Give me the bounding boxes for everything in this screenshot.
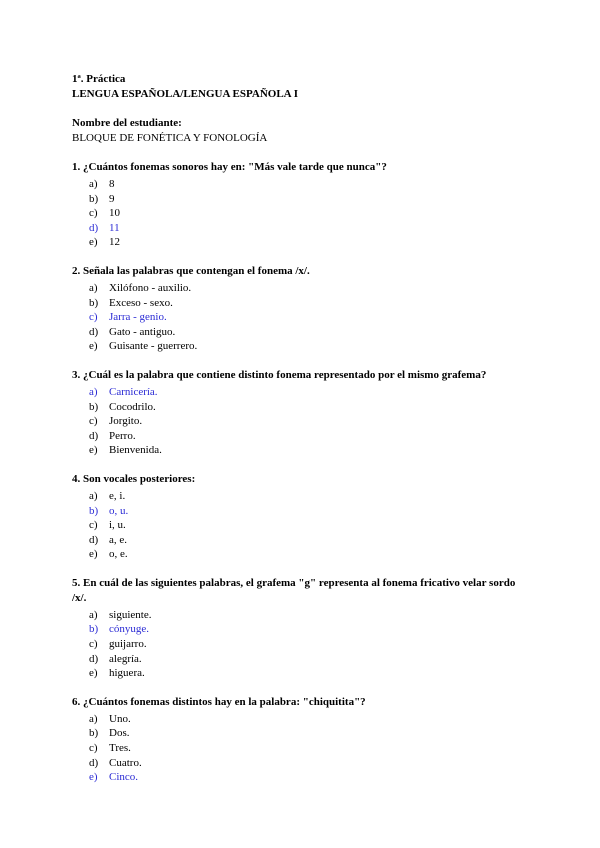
option — [72, 443, 532, 458]
option — [72, 325, 532, 340]
option — [72, 235, 532, 250]
option — [72, 400, 532, 415]
option-text: alegría. — [109, 652, 142, 665]
question-text: 3. ¿Cuál es la palabra que contiene distinto fonema representado por el mismo grafema? — [72, 368, 487, 381]
option-letter: e) — [89, 667, 98, 680]
question-block — [72, 472, 532, 562]
option-text: siguiente. — [109, 608, 152, 621]
option-text: Tres. — [109, 742, 131, 755]
block-title: BLOQUE DE FONÉTICA Y FONOLOGÍA — [72, 132, 268, 144]
options-list — [72, 385, 532, 458]
option-letter: e) — [89, 340, 98, 353]
option-letter: d) — [89, 652, 99, 665]
option-text: Xilófono - auxilio. — [109, 281, 192, 294]
option-correct — [72, 385, 532, 400]
option-letter: b) — [89, 623, 99, 636]
option-text: Carnicería. — [109, 385, 158, 398]
option-letter: c) — [89, 519, 98, 532]
option — [72, 489, 532, 504]
document-content — [72, 72, 532, 785]
option — [72, 726, 532, 741]
option-letter: a) — [89, 281, 98, 294]
option-letter: d) — [89, 221, 99, 234]
question-text: 2. Señala las palabras que contengan el fonema /x/. — [72, 264, 310, 277]
option-correct — [72, 622, 532, 637]
student-name-label: Nombre del estudiante: — [72, 117, 182, 129]
option — [72, 281, 532, 296]
option — [72, 741, 532, 756]
option-text: Cinco. — [109, 771, 139, 784]
option — [72, 177, 532, 192]
option — [72, 547, 532, 562]
option-text: Cocodrilo. — [109, 400, 156, 413]
options-list — [72, 281, 532, 354]
option-text: 11 — [109, 221, 120, 234]
option-letter: a) — [89, 489, 98, 502]
option-letter: b) — [89, 192, 99, 205]
option — [72, 756, 532, 771]
option — [72, 652, 532, 667]
option-text: higuera. — [109, 667, 145, 680]
question-block — [72, 368, 532, 458]
option — [72, 533, 532, 548]
option-letter: b) — [89, 296, 99, 309]
option-correct — [72, 770, 532, 785]
option — [72, 518, 532, 533]
option-text: Guisante - guerrero. — [109, 340, 198, 353]
option — [72, 429, 532, 444]
option-text: Uno. — [109, 712, 131, 725]
option-letter: d) — [89, 756, 99, 769]
option-letter: d) — [89, 429, 99, 442]
option-text: 9 — [109, 192, 115, 205]
option-letter: c) — [89, 415, 98, 428]
options-list — [72, 712, 532, 785]
option-text: Jarra - genio. — [109, 311, 167, 324]
option-letter: c) — [89, 311, 98, 324]
option-letter: c) — [89, 207, 98, 220]
option — [72, 414, 532, 429]
option-letter: d) — [89, 325, 99, 338]
option-text: Jorgito. — [109, 415, 143, 428]
question-block — [72, 695, 532, 785]
option — [72, 608, 532, 623]
question-text: 6. ¿Cuántos fonemas distintos hay en la palabra: "chiquitita"? — [72, 695, 366, 708]
option-letter: a) — [89, 385, 98, 398]
question-block — [72, 264, 532, 354]
option-letter: b) — [89, 727, 99, 740]
practice-title: 1ª. Práctica — [72, 73, 126, 85]
option — [72, 712, 532, 727]
option — [72, 192, 532, 207]
options-list — [72, 608, 532, 681]
option-letter: c) — [89, 638, 98, 651]
option-letter: e) — [89, 771, 98, 784]
option-letter: a) — [89, 608, 98, 621]
option — [72, 666, 532, 681]
option-text: 10 — [109, 207, 120, 220]
option-correct — [72, 221, 532, 236]
option-text: Dos. — [109, 727, 130, 740]
option-letter: b) — [89, 400, 99, 413]
question-text: 4. Son vocales posteriores: — [72, 472, 196, 485]
option-text: e, i. — [109, 489, 126, 502]
options-list — [72, 177, 532, 250]
option — [72, 637, 532, 652]
option-text: Cuatro. — [109, 756, 142, 769]
spacer — [72, 102, 532, 116]
question-text: 5. En cuál de las siguientes palabras, el grafema "g" representa al fonema fricativo velar sordo /x/. — [72, 576, 516, 604]
option-correct — [72, 504, 532, 519]
option-letter: a) — [89, 712, 98, 725]
option-correct — [72, 310, 532, 325]
option-text: Gato - antiguo. — [109, 325, 176, 338]
option-text: cónyuge. — [109, 623, 150, 636]
option-letter: a) — [89, 178, 98, 190]
option-letter: b) — [89, 504, 99, 517]
question-text: 1. ¿Cuántos fonemas sonoros hay en: "Más vale tarde que nunca"? — [72, 161, 387, 173]
option — [72, 339, 532, 354]
question-block — [72, 576, 532, 681]
option-letter: c) — [89, 742, 98, 755]
option-text: guijarro. — [109, 638, 147, 651]
option-text: o, e. — [109, 548, 128, 561]
option-letter: e) — [89, 236, 98, 249]
option-text: Exceso - sexo. — [109, 296, 173, 309]
question-block — [72, 160, 532, 250]
question-list — [72, 160, 532, 785]
option-text: i, u. — [109, 519, 126, 532]
option-text: 12 — [109, 236, 120, 249]
option — [72, 296, 532, 311]
options-list — [72, 489, 532, 562]
option — [72, 206, 532, 221]
option-letter: d) — [89, 533, 99, 546]
option-text: 8 — [109, 178, 115, 190]
course-title: LENGUA ESPAÑOLA/LENGUA ESPAÑOLA I — [72, 88, 299, 100]
option-text: a, e. — [109, 533, 128, 546]
option-text: o, u. — [109, 504, 129, 517]
option-text: Perro. — [109, 429, 136, 442]
option-text: Bienvenida. — [109, 444, 162, 457]
option-letter: e) — [89, 548, 98, 561]
option-letter: e) — [89, 444, 98, 457]
